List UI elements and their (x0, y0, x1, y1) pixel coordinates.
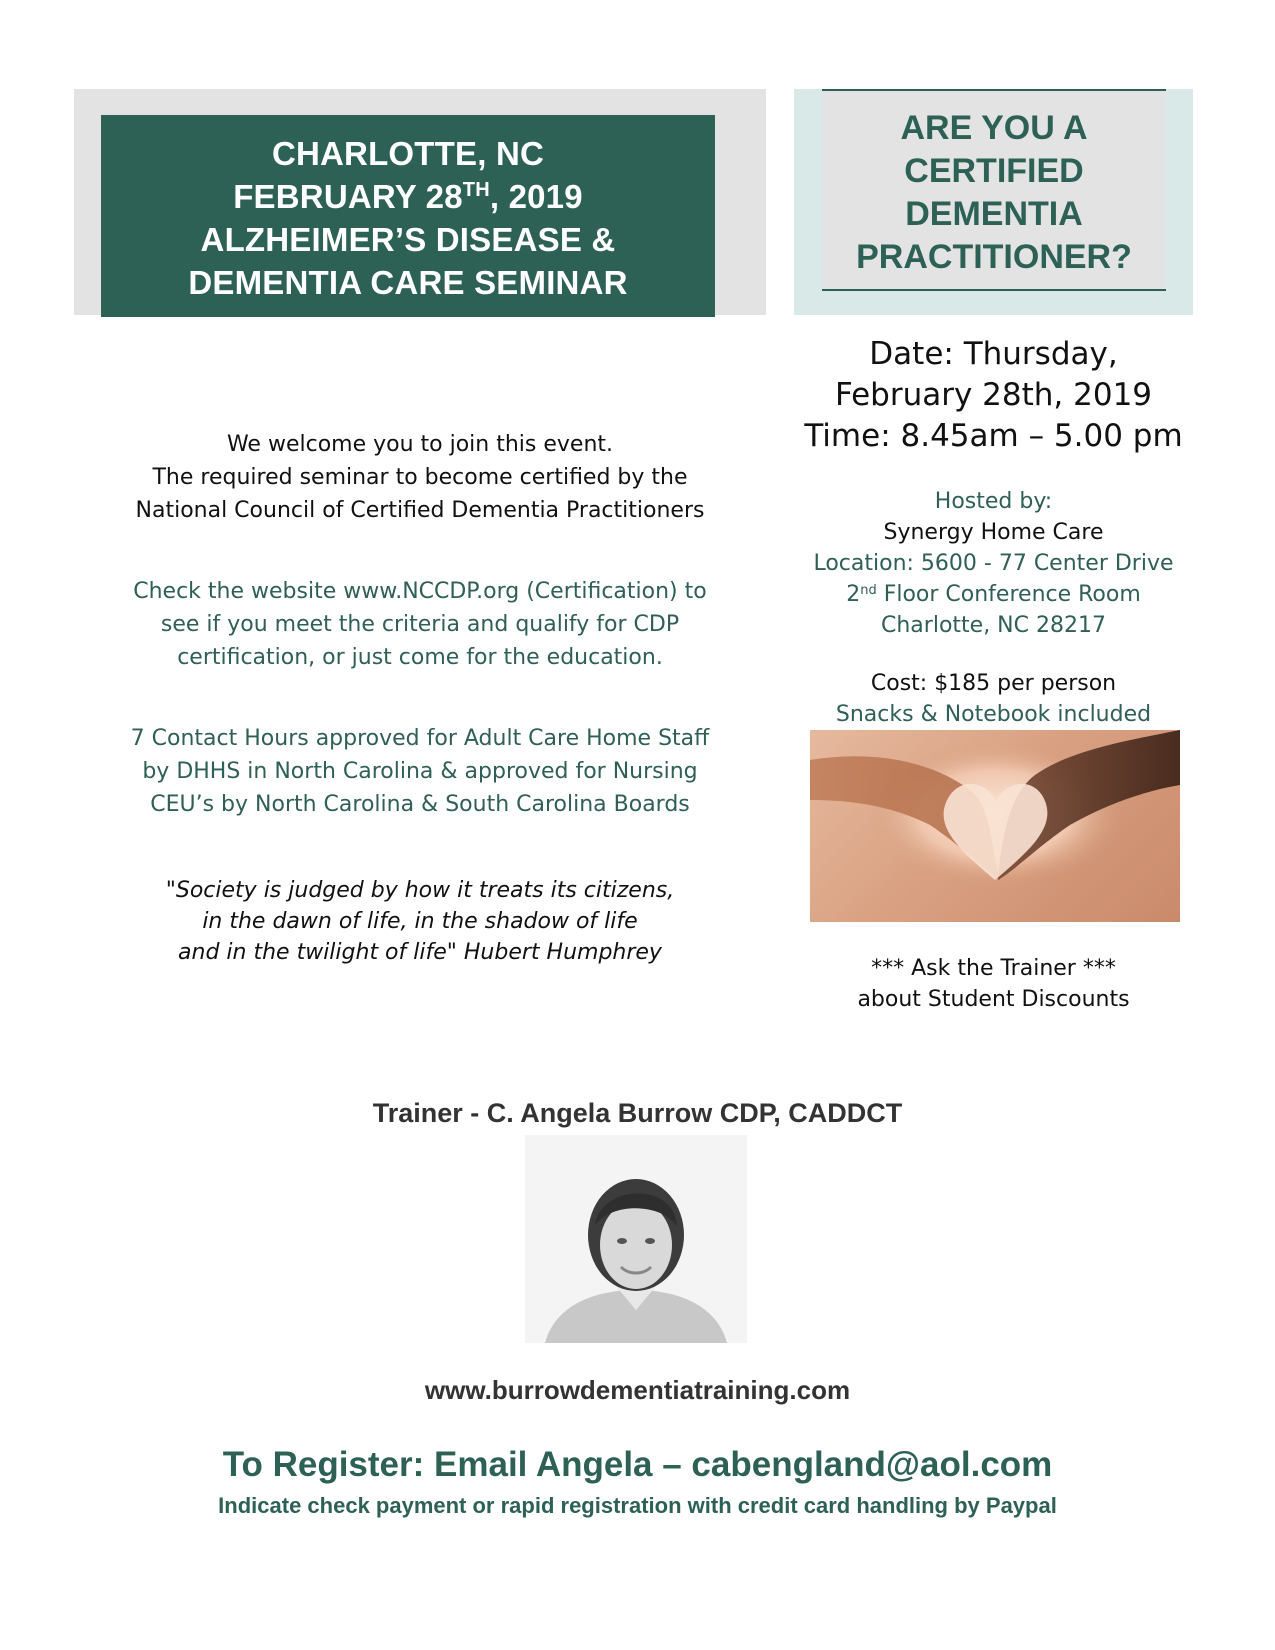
register-email[interactable]: To Register: Email Angela – cabengland@aol.com (222, 1445, 1053, 1484)
question-line-4: PRACTITIONER? (856, 238, 1132, 276)
question-line-1: ARE YOU A (900, 109, 1088, 147)
contact-hours-text (74, 722, 766, 821)
floor-room: Floor Conference Room (876, 582, 1141, 607)
question-line-3: DEMENTIA (905, 195, 1083, 233)
event-date-line-2: February 28th, 2019 (834, 377, 1153, 413)
title-date (101, 175, 715, 218)
quote-line-2: in the dawn of life, in the shadow of life (202, 909, 638, 934)
certified-question (822, 89, 1166, 291)
location-address: Location: 5600 - 77 Center Drive (813, 551, 1174, 576)
title-topic-2: DEMENTIA CARE SEMINAR (188, 264, 628, 301)
title-date-year: , 2019 (489, 178, 583, 215)
trainer-photo (525, 1135, 747, 1343)
location-floor (794, 579, 1193, 610)
question-line-2: CERTIFIED (904, 152, 1084, 190)
contact-hours-line-2: by DHHS in North Carolina & approved for Nursing (142, 759, 698, 784)
register-note: Indicate check payment or rapid registration with credit card handling by Paypal (218, 1493, 1057, 1518)
cost-info (794, 668, 1193, 730)
title-city: CHARLOTTE, NC (271, 135, 545, 172)
event-time: Time: 8.45am – 5.00 pm (804, 418, 1183, 454)
title-date-suffix: TH (462, 179, 490, 201)
contact-hours-line-3: CEU’s by North Carolina & South Carolina Boards (150, 792, 690, 817)
contact-hours-line-1: 7 Contact Hours approved for Adult Care Home Staff (130, 726, 710, 751)
host-name: Synergy Home Care (883, 520, 1104, 545)
quote-line-3: and in the twilight of life" Hubert Humphrey (178, 940, 662, 965)
intro-line-1: We welcome you to join this event. (226, 432, 614, 457)
intro-line-3: National Council of Certified Dementia Practitioners (135, 498, 705, 523)
title-date-main: FEBRUARY 28 (233, 178, 463, 215)
humphrey-quote (74, 875, 766, 968)
included-line: Snacks & Notebook included (835, 702, 1152, 727)
discounts-line-1: *** Ask the Trainer *** (871, 956, 1116, 981)
heart-hands-image (810, 730, 1180, 922)
website-check-line-2: see if you meet the criteria and qualify for CDP (160, 612, 680, 637)
event-date-time (794, 334, 1193, 457)
website-check-line-1: Check the website www.NCCDP.org (Certification) to (133, 579, 707, 604)
event-date-line-1: Date: Thursday, (869, 336, 1118, 372)
website-check-text (74, 575, 766, 674)
intro-line-2: The required seminar to become certified by the (152, 465, 688, 490)
seminar-title (101, 115, 715, 317)
trainer-website[interactable]: www.burrowdementiatraining.com (424, 1375, 851, 1405)
floor-number: 2 (846, 582, 861, 607)
heart-hands-illustration (810, 730, 1180, 922)
intro-text (74, 428, 766, 527)
title-topic-1: ALZHEIMER’S DISEASE & (200, 221, 616, 258)
website-check-line-3: certification, or just come for the education. (177, 645, 663, 670)
discounts-line-2: about Student Discounts (857, 987, 1130, 1012)
quote-line-1: "Society is judged by how it treats its citizens, (165, 878, 675, 903)
hosted-label: Hosted by: (934, 489, 1053, 514)
student-discounts (794, 953, 1193, 1015)
trainer-portrait (525, 1135, 747, 1343)
cost-line: Cost: $185 per person (870, 671, 1117, 696)
location-city: Charlotte, NC 28217 (881, 613, 1106, 638)
trainer-name: Trainer - C. Angela Burrow CDP, CADDCT (372, 1098, 903, 1128)
host-location (794, 486, 1193, 641)
floor-suffix: nd (860, 583, 877, 598)
